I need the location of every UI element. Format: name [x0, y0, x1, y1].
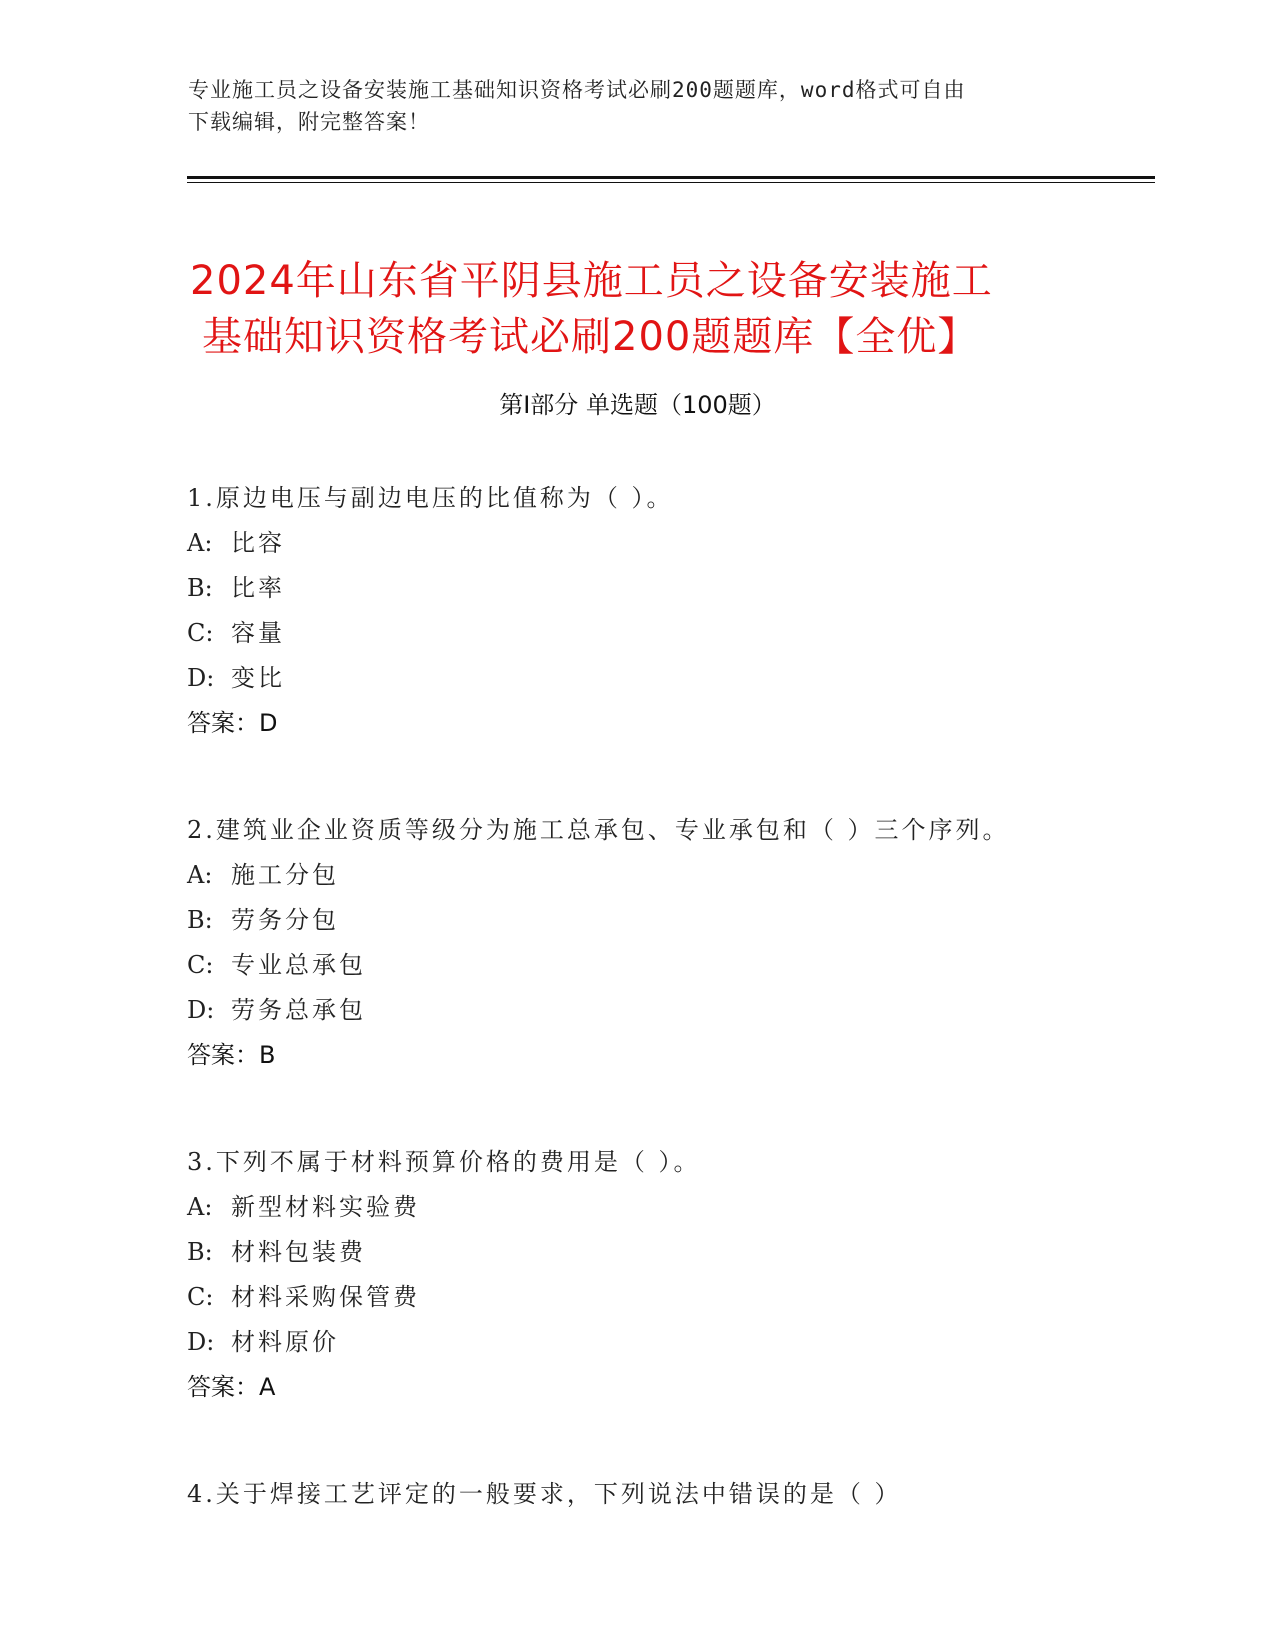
option-text: 劳务总承包	[231, 996, 366, 1024]
header-divider-thin	[187, 182, 1155, 183]
option-key: C:	[187, 619, 214, 647]
question-item	[187, 1140, 1147, 1410]
option-key: C:	[187, 951, 214, 979]
option-key: B:	[187, 906, 213, 934]
option-text: 变比	[231, 664, 285, 692]
header-note-line: 专业施工员之设备安装施工基础知识资格考试必刷200题题库，word格式可自由	[188, 78, 966, 102]
question-option	[187, 853, 1147, 898]
option-key: D:	[187, 1328, 215, 1356]
question-stem: 3.下列不属于材料预算价格的费用是（ ）。	[187, 1148, 701, 1176]
header-note-line: 下载编辑，附完整答案！	[188, 110, 430, 134]
option-text: 新型材料实验费	[231, 1193, 420, 1221]
option-key: B:	[187, 574, 213, 602]
question-answer: 答案：B	[187, 1041, 276, 1069]
question-option	[187, 1275, 1147, 1320]
question-stem: 2.建筑业企业资质等级分为施工总承包、专业承包和（ ）三个序列。	[187, 816, 1010, 844]
question-option	[187, 898, 1147, 943]
option-text: 材料原价	[231, 1328, 339, 1356]
option-text: 比容	[231, 529, 285, 557]
document-title-line: 2024年山东省平阴县施工员之设备安装施工	[190, 257, 993, 304]
question-list	[187, 476, 1147, 1579]
option-key: D:	[187, 664, 215, 692]
option-text: 施工分包	[231, 861, 339, 889]
question-option	[187, 611, 1147, 656]
header-note	[188, 74, 1088, 138]
option-key: A:	[187, 861, 213, 889]
section-heading: 第Ⅰ部分 单选题（100题）	[499, 391, 776, 419]
option-text: 材料采购保管费	[231, 1283, 420, 1311]
question-item	[187, 808, 1147, 1078]
option-text: 专业总承包	[231, 951, 366, 979]
question-item	[187, 476, 1147, 746]
question-option	[187, 988, 1147, 1033]
question-option	[187, 1185, 1147, 1230]
header-divider	[187, 176, 1155, 179]
question-option	[187, 1320, 1147, 1365]
question-stem: 4.关于焊接工艺评定的一般要求，下列说法中错误的是（ ）	[187, 1480, 902, 1508]
question-answer: 答案：D	[187, 709, 278, 737]
question-option	[187, 521, 1147, 566]
question-answer: 答案：A	[187, 1373, 276, 1401]
option-key: A:	[187, 1193, 213, 1221]
option-key: C:	[187, 1283, 214, 1311]
question-option	[187, 656, 1147, 701]
question-item	[187, 1472, 1147, 1517]
option-text: 劳务分包	[231, 906, 339, 934]
option-key: D:	[187, 996, 215, 1024]
option-text: 材料包装费	[231, 1238, 366, 1266]
document-title-line: 基础知识资格考试必刷200题题库【全优】	[202, 313, 979, 360]
question-option	[187, 1230, 1147, 1275]
option-text: 容量	[231, 619, 285, 647]
question-option	[187, 566, 1147, 611]
option-text: 比率	[231, 574, 285, 602]
option-key: A:	[187, 529, 213, 557]
question-option	[187, 943, 1147, 988]
option-key: B:	[187, 1238, 213, 1266]
question-stem: 1.原边电压与副边电压的比值称为（ ）。	[187, 484, 674, 512]
document-title	[190, 253, 1110, 365]
